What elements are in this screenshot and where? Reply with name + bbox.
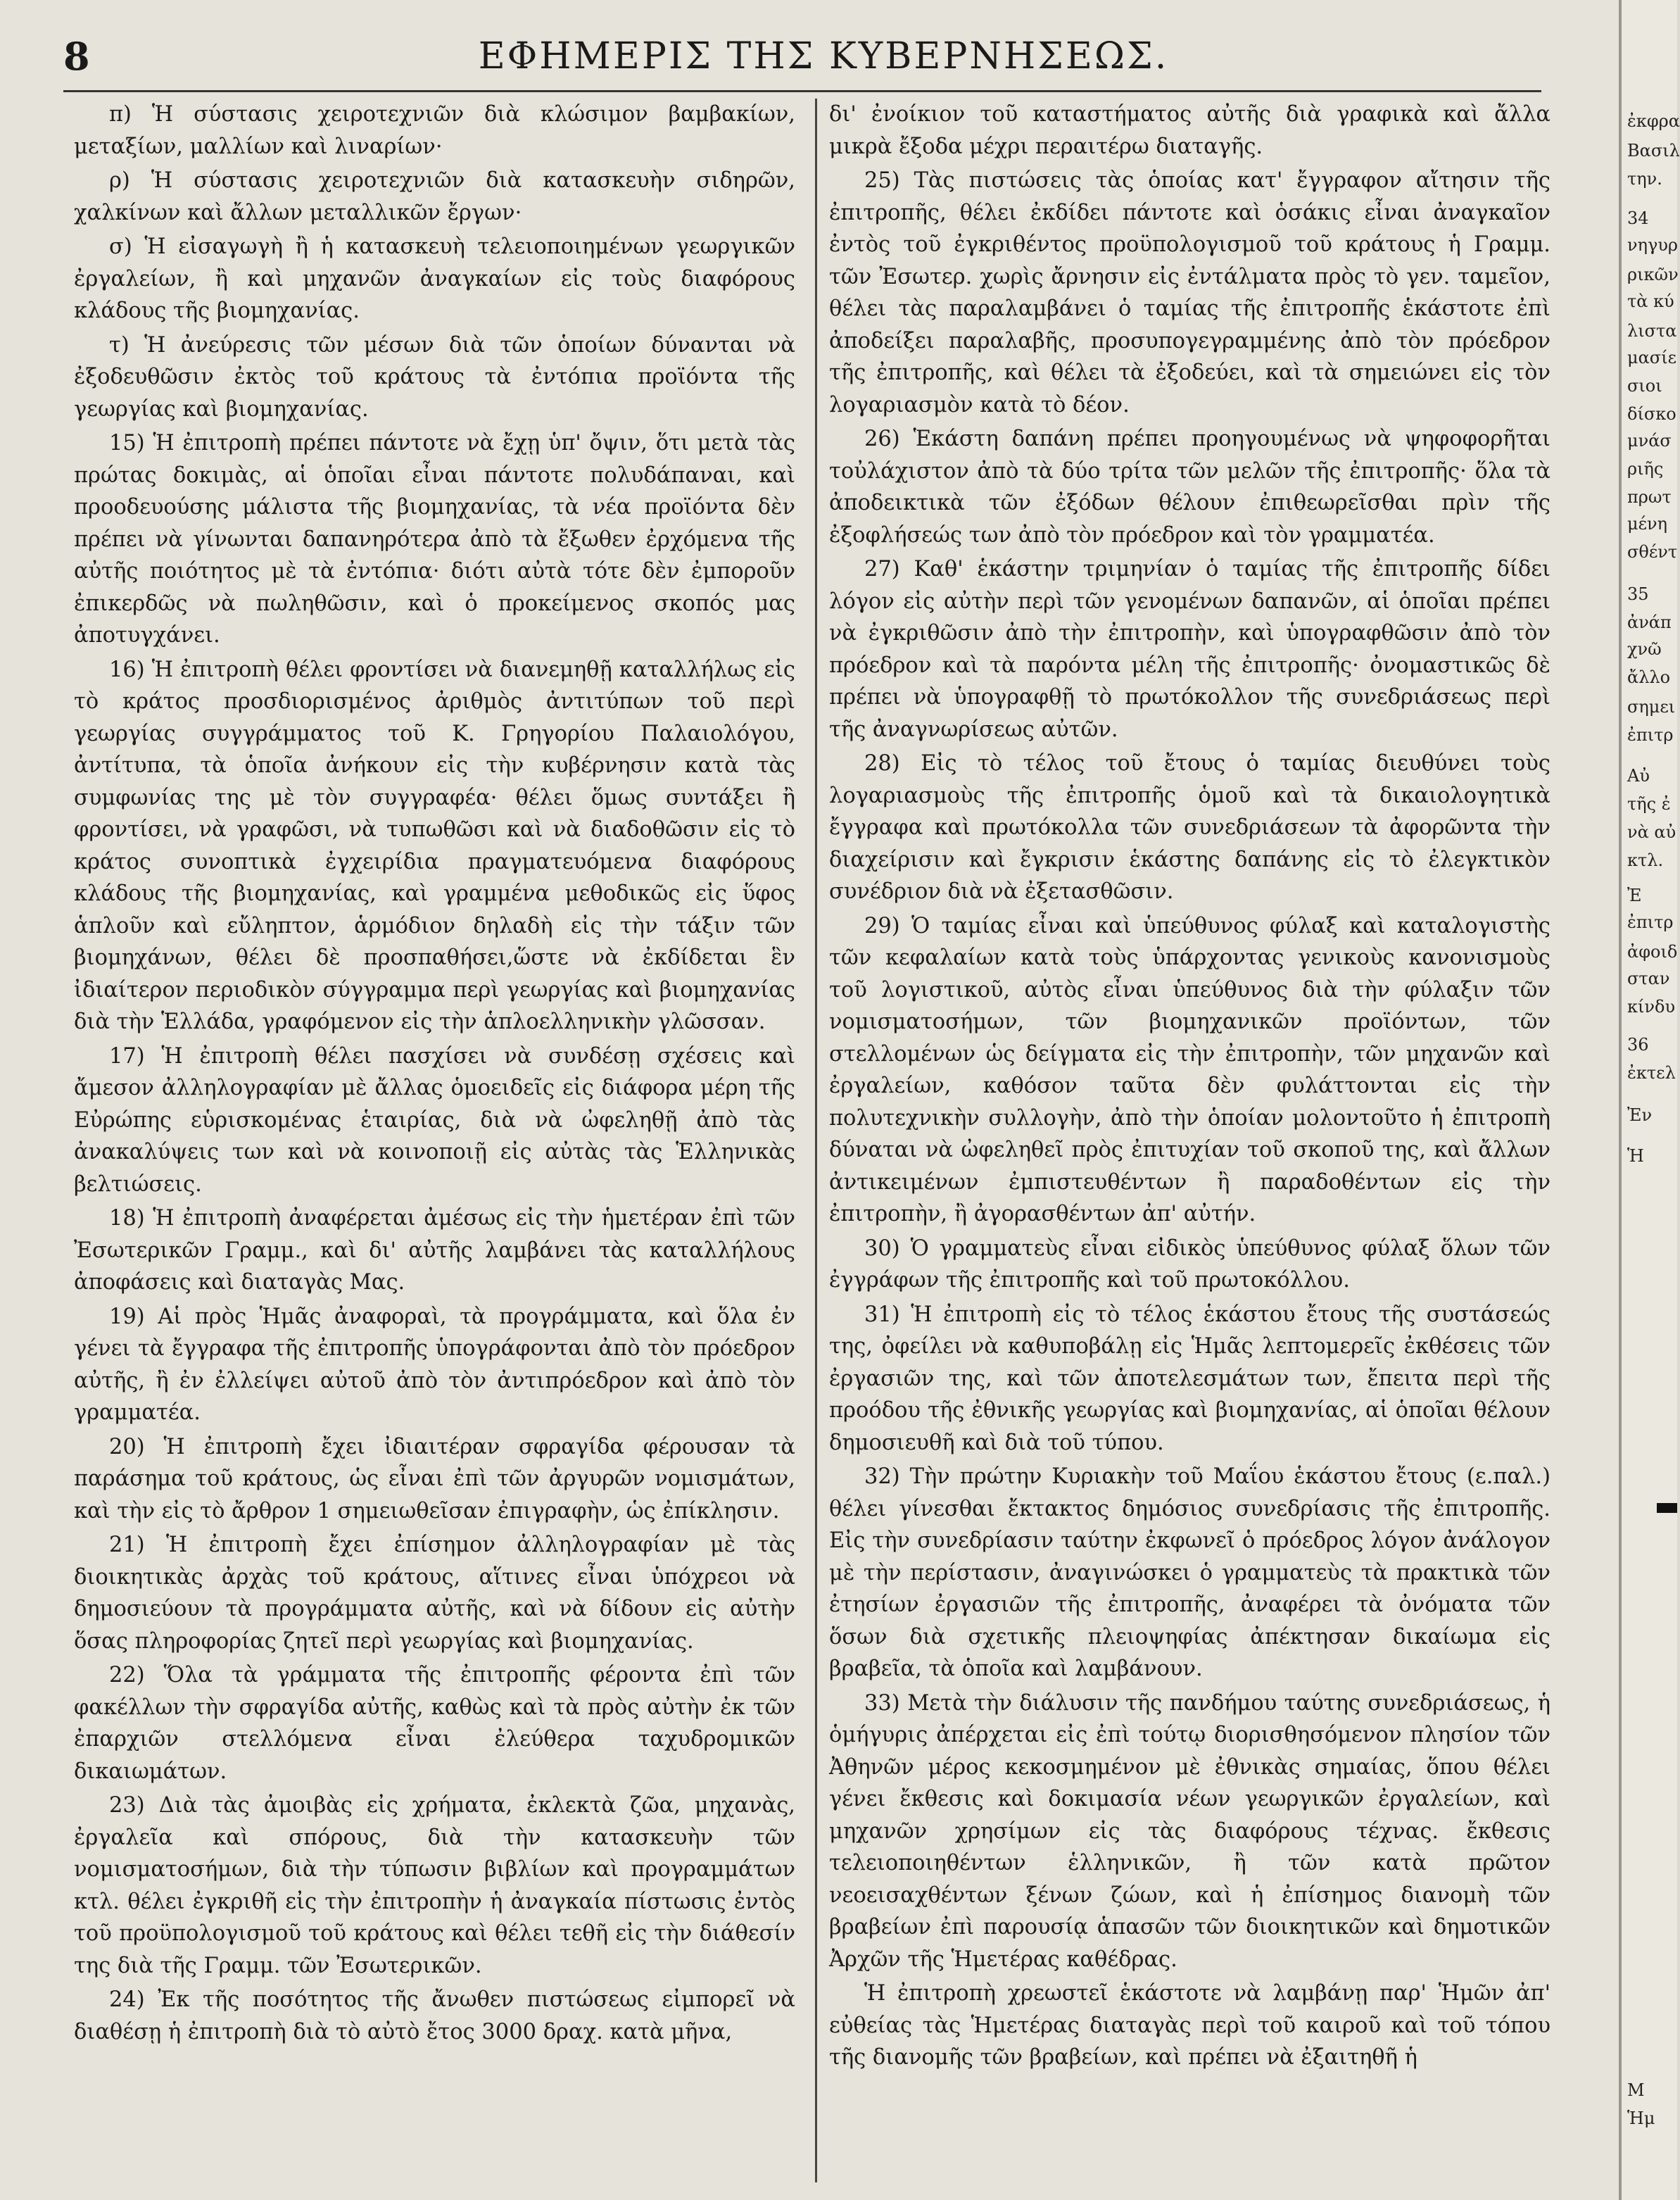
right-column-paragraph: 32) Τὴν πρώτην Κυριακὴν τοῦ Μαΐου ἑκάστου ἔτους (ε.παλ.) θέλει γίνεσθαι ἔκτακτος δημόσιος συνεδρίασις τῆς ἐπιτροπῆς. Εἰς τὴν συνεδρίασιν ταύτην ἐκφωνεῖ ὁ πρόεδρος λόγον ἀνάλογον μὲ τὴν περίστασιν, ἀναγινώσκει ὁ γραμματεὺς τὰ πρακτικὰ τῶν ἐτησίων ἐργασιῶν τῆς ἐπιτροπῆς, ἀναφέρει τὰ ὀνόματα τῶν ὅσων διὰ σχετικῆς πλειοψηφίας ἀπέκτησαν δικαίωμα εἰς βραβεῖα, τὰ ὁποῖα καὶ λαμβάνουν. [829, 1464, 1550, 1681]
right-column-paragraph: 26) Ἑκάστη δαπάνη πρέπει προηγουμένως νὰ ψηφοφορῆται τοὐλάχιστον ἀπὸ τὰ δύο τρίτα τῶν μελῶν τῆς ἐπιτροπῆς· ὅλα τὰ ἀποδεικτικὰ τῶν ἐξόδων θέλουν ἐπιθεωρεῖσθαι πρὶν τῆς ἐξοφλήσεώς των ἀπὸ τὸν πρόεδρον καὶ τὸν γραμματέα. [829, 427, 1550, 548]
left-column-paragraph: τ) Ἡ ἀνεύρεσις τῶν μέσων διὰ τῶν ὁποίων δύνανται νὰ ἐξοδευθῶσιν ἐκτὸς τοῦ κράτους τὰ ἐντόπια προϊόντα τῆς γεωργίας καὶ βιομηχανίας. [74, 332, 795, 422]
left-column-paragraph: 16) Ἡ ἐπιτροπὴ θέλει φροντίσει νὰ διανεμηθῇ καταλλήλως εἰς τὸ κράτος προσδιορισμένος ἀριθμὸς ἀντιτύπων τοῦ περὶ γεωργίας συγγράμματος τοῦ Κ. Γρηγορίου Παλαιολόγου, ἀντίτυπα, τὰ ὁποῖα ἀνήκουν εἰς τὴν κυβέρνησιν κατὰ τὰς συμφωνίας της μὲ τὸν συγγραφέα· θέλει ὅμως συντάξει ἢ φροντίσει, νὰ γραφῶσι, νὰ τυπωθῶσι καὶ νὰ διαδοθῶσιν εἰς τὸ κράτος συνοπτικὰ ἐγχειρίδια πραγματευόμενα διαφόρους κλάδους τῆς βιομηχανίας, καὶ γραμμένα μεθοδικῶς εἰς ὕφος ἁπλοῦν καὶ εὔληπτον, ἁρμόδιον δηλαδὴ εἰς τὴν τάξιν τῶν βιομηχάνων, θέλει δὲ προσπαθήσει,ὥστε νὰ ἐκδίδεται ἓν ἰδιαίτερον περιοδικὸν σύγγραμμα περὶ γεωργίας καὶ βιομηχανίας διὰ τὴν Ἑλλάδα, γραφόμενον εἰς τὴν ἁπλοελληνικὴν γλῶσσαν. [74, 657, 795, 1034]
right-column-paragraph: 33) Μετὰ τὴν διάλυσιν τῆς πανδήμου ταύτης συνεδριάσεως, ἡ ὁμήγυρις ἀπέρχεται εἰς ἐπὶ τούτῳ διορισθησόμενον πλησίον τῶν Ἀθηνῶν μέρος κεκοσμημένον μὲ ἐθνικὰς σημαίας, ὅπου θέλει γένει ἔκθεσις καὶ δοκιμασία νέων γεωργικῶν ἐργαλείων, καὶ μηχανῶν χρησίμων εἰς τὰς διαφόρους τέχνας. ἔκθεσις τελειοποιηθέντων ἑλληνικῶν, ἢ τῶν κατὰ πρῶτον νεοεισαχθέντων ξένων ζώων, καὶ ἡ ἐπίσημος διανομὴ τῶν βραβείων ἐπὶ παρουσίᾳ ἁπασῶν τῶν διοικητικῶν καὶ δημοτικῶν Ἀρχῶν τῆς Ἡμετέρας καθέδρας. [829, 1690, 1550, 1972]
adjacent-page-fragment: ἄλλο [1627, 667, 1671, 687]
adjacent-page-fragment: 36 [1627, 1035, 1649, 1055]
page-number: 8 [63, 34, 90, 79]
adjacent-page-fragment: ἐκτελ [1627, 1063, 1676, 1083]
header-rule [63, 90, 1541, 92]
left-column-paragraph: 17) Ἡ ἐπιτροπὴ θέλει πασχίσει νὰ συνδέσῃ σχέσεις καὶ ἄμεσον ἀλληλογραφίαν μὲ ἄλλας ὁμοειδεῖς εἰς διάφορα μέρη τῆς Εὐρώπης εὑρισκομένας ἑταιρίας, διὰ νὰ ὠφεληθῇ ἀπὸ τὰς ἀνακαλύψεις των καὶ νὰ κοινοποιῇ εἰς αὐτὰς τὰς Ἑλληνικὰς βελτιώσεις. [74, 1043, 795, 1197]
page-header [63, 28, 1584, 84]
adjacent-page-fragment: Ἐν [1627, 1105, 1653, 1125]
adjacent-page-fragment: Ἡ [1627, 1146, 1644, 1166]
adjacent-page-fragment: Ἡμ [1627, 2108, 1655, 2128]
right-column-paragraph: 28) Εἰς τὸ τέλος τοῦ ἔτους ὁ ταμίας διευθύνει τοὺς λογαριασμοὺς τῆς ἐπιτροπῆς ὁμοῦ καὶ τὰ δικαιολογητικὰ ἔγγραφα καὶ πρωτόκολλα τῶν συνεδριάσεων τὰ ἀφορῶντα τὴν διαχείρισιν καὶ ἔγκρισιν ἑκάστης δαπάνης εἰς τὸ ἐλεγκτικὸν συνέδριον διὰ νὰ ἐξετασθῶσιν. [829, 751, 1550, 904]
adjacent-page-fragment: κτλ. [1627, 850, 1664, 870]
adjacent-page-fragment: σιοι [1627, 376, 1662, 396]
left-column-paragraph: σ) Ἡ εἰσαγωγὴ ἢ ἡ κατασκευὴ τελειοποιημένων γεωργικῶν ἐργαλείων, ἢ καὶ μηχανῶν ἀναγκαίων εἰς τοὺς διαφόρους κλάδους τῆς βιομηχανίας. [74, 234, 795, 323]
adjacent-page-fragment: δίσκο [1627, 404, 1676, 424]
adjacent-page-fragment: λιστα [1627, 321, 1677, 341]
adjacent-page-fragment: ἀφοιδ [1627, 942, 1678, 962]
adjacent-page-fragment: πρωτ [1627, 487, 1672, 507]
left-column-paragraph: 18) Ἡ ἐπιτροπὴ ἀναφέρεται ἀμέσως εἰς τὴν ἡμετέραν ἐπὶ τῶν Ἐσωτερικῶν Γραμμ., καὶ δι' αὐτῆς λαμβάνει τὰς καταλλήλους ἀποφάσεις καὶ διαταγὰς Μας. [74, 1206, 795, 1295]
adjacent-page-fragment: Βασιλ [1627, 141, 1680, 161]
adjacent-page-edge [1619, 0, 1680, 2200]
left-column-paragraph: 15) Ἡ ἐπιτροπὴ πρέπει πάντοτε νὰ ἔχῃ ὑπ' ὄψιν, ὅτι μετὰ τὰς πρώτας δοκιμὰς, αἱ ὁποῖαι εἶναι πάντοτε πολυδάπαναι, καὶ προοδευούσης μάλιστα τῆς βιομηχανίας, τὰ νέα προϊόντα δὲν πρέπει νὰ γίνωνται δαπανηρότερα ἀπὸ τὰ ἔξωθεν ἐρχόμενα τῆς αὐτῆς ποιότητος μὲ τὰ ἐντόπια· διότι αὐτὰ τότε δὲν ἐμποροῦν ἐπικερδῶς νὰ πωληθῶσιν, καὶ ὁ προκείμενος σκοπός μας ἀποτυγχάνει. [74, 431, 795, 648]
adjacent-page-fragment: Ἐ [1627, 886, 1642, 905]
left-column-paragraph: 22) Ὅλα τὰ γράμματα τῆς ἐπιτροπῆς φέροντα ἐπὶ τῶν φακέλλων τὴν σφραγίδα αὐτῆς, καθὼς καὶ τὰ πρὸς αὐτὴν ἐκ τῶν ἐπαρχιῶν στελλόμενα εἶναι ἐλεύθερα ταχυδρομικῶν δικαιωμάτων. [74, 1663, 795, 1784]
adjacent-page-fragment: μένη [1627, 514, 1667, 534]
right-column-paragraph: Ἡ ἐπιτροπὴ χρεωστεῖ ἑκάστοτε νὰ λαμβάνῃ παρ' Ἡμῶν ἀπ' εὐθείας τὰς Ἡμετέρας διαταγὰς περὶ τοῦ καιροῦ καὶ τοῦ τόπου τῆς διανομῆς τῶν βραβείων, καὶ πρέπει νὰ ἐξαιτηθῆ ἡ [829, 1981, 1550, 2070]
right-column-paragraph: 29) Ὁ ταμίας εἶναι καὶ ὑπεύθυνος φύλαξ καὶ καταλογιστὴς τῶν κεφαλαίων κατὰ τοὺς ὑπάρχοντας γενικοὺς κανονισμοὺς τοῦ λογιστικοῦ, αὐτὸς εἶναι ὑπεύθυνος διὰ τὴν φύλαξιν τῶν νομισματοσήμων, τῶν βιομηχανικῶν προϊόντων, τῶν στελλομένων ὡς δείγματα εἰς τὴν ἐπιτροπὴν, τῶν μηχανῶν καὶ ἐργαλείων, καθόσον ταῦτα δὲν φυλάττονται εἰς τὴν πολυτεχνικὴν συλλογὴν, ἀπὸ τὴν ὁποίαν μολοντοῦτο ἡ ἐπιτροπὴ δύναται νὰ ὠφεληθεῖ πρὸς ἐπιτυχίαν τοῦ σκοποῦ της, καὶ ἄλλων ἀντικειμένων ἐμπιστευθέντων ἢ παραδοθέντων εἰς τὴν ἐπιτροπὴν, ἢ ἀγορασθέντων ἀπ' αὐτήν. [829, 913, 1550, 1226]
adjacent-page-fragment: ἐκφρα [1627, 111, 1680, 131]
adjacent-page-fragment: σθέντ [1627, 542, 1678, 562]
column-divider [815, 99, 817, 2182]
adjacent-page-fragment: ἀνάπ [1627, 612, 1672, 632]
adjacent-page-fragment: ἐπιτρ [1627, 912, 1674, 932]
right-column-paragraph: 27) Καθ' ἑκάστην τριμηνίαν ὁ ταμίας τῆς ἐπιτροπῆς δίδει λόγον εἰς αὐτὴν περὶ τῶν γενομένων δαπανῶν, αἱ ὁποῖαι πρέπει νὰ ἐγκριθῶσιν ἀπὸ τὴν ἐπιτροπὴν, καὶ ὑπογραφθῶσιν ἀπὸ τὸν πρόεδρον καὶ τὰ παρόντα μέλη τῆς ἐπιτροπῆς· ὀνομαστικῶς δὲ πρέπει νὰ ὑπογραφθῇ τὸ πρωτόκολλον τῆς συνεδριάσεως περὶ τῆς ἀναγνωρίσεως αὐτῶν. [829, 557, 1550, 742]
adjacent-page-fragment: ριῆς [1627, 459, 1664, 479]
left-column-paragraph: 21) Ἡ ἐπιτροπὴ ἔχει ἐπίσημον ἀλληλογραφίαν μὲ τὰς διοικητικὰς ἀρχὰς τοῦ κράτους, αἵτινες εἶναι ὑπόχρεοι νὰ δημοσιεύουν τὰ προγράμματα αὐτῆς, καὶ νὰ δίδουν εἰς αὐτὴν ὅσας πληροφορίας ζητεῖ περὶ γεωργίας καὶ βιομηχανίας. [74, 1533, 795, 1654]
adjacent-page-fragment: νὰ αὐ [1627, 822, 1676, 842]
adjacent-page-fragment: ρικῶν [1627, 265, 1679, 284]
adjacent-page-fragment: μνάσ [1627, 431, 1672, 451]
adjacent-page-fragment: χνῶ [1627, 639, 1662, 659]
right-column-paragraph: 25) Τὰς πιστώσεις τὰς ὁποίας κατ' ἔγγραφον αἴτησιν τῆς ἐπιτροπῆς, θέλει ἐκδίδει πάντοτε καὶ ὁσάκις εἶναι ἀναγκαῖον ἐντὸς τοῦ ἐγκριθέντος προϋπολογισμοῦ τοῦ κράτους ἡ Γραμμ. τῶν Ἐσωτερ. χωρὶς ἄρνησιν εἰς ἐντάλματα πρὸς τὸ γεν. ταμεῖον, θέλει τὰς παραλαμβάνει ὁ ταμίας τῆς ἐπιτροπῆς ἑκάστοτε ἐπὶ ἀποδείξει παραλαβῆς, προσυπογεγραμμένης ἀπὸ τὸν πρόεδρον τῆς ἐπιτροπῆς, καὶ θέλει τὰ ἐξοδεύει, καὶ τὰ σημειώνει εἰς τὸν λογαριασμὸν κατὰ τὸ δέον. [829, 168, 1550, 417]
adjacent-page-fragment: 34 [1627, 208, 1649, 228]
running-title: ΕΦΗΜΕΡΙΣ ΤΗΣ ΚΥΒΕΡΝΗΣΕΩΣ. [478, 35, 1169, 77]
adjacent-page-fragment: Μ [1627, 2080, 1645, 2100]
adjacent-page-fragment: 35 [1627, 584, 1649, 604]
left-column-paragraph: 23) Διὰ τὰς ἀμοιβὰς εἰς χρήματα, ἐκλεκτὰ ζῶα, μηχανὰς, ἐργαλεῖα καὶ σπόρους, διὰ τὴν κατασκευὴν τῶν νομισματοσήμων, διὰ τὴν τύπωσιν βιβλίων καὶ προγραμμάτων κτλ. θέλει ἐγκριθῆ εἰς τὴν ἐπιτροπὴν ἡ ἀναγκαία πίστωσις ἐντὸς τοῦ προϋπολογισμοῦ τοῦ κράτους καὶ θέλει τεθῆ εἰς τὴν διάθεσίν της διὰ τῆς Γραμμ. τῶν Ἐσωτερικῶν. [74, 1793, 795, 1978]
left-column-paragraph: ρ) Ἡ σύστασις χειροτεχνιῶν διὰ κατασκευὴν σιδηρῶν, χαλκίνων καὶ ἄλλων μεταλλικῶν ἔργων· [74, 168, 795, 225]
edge-ink-mark [1657, 1503, 1677, 1513]
left-column-paragraph: 24) Ἐκ τῆς ποσότητος τῆς ἄνωθεν πιστώσεως εἰμπορεῖ νὰ διαθέσῃ ἡ ἐπιτροπὴ διὰ τὸ αὐτὸ ἔτος 3000 δραχ. κατὰ μῆνα, [74, 1987, 795, 2044]
adjacent-page-fragment: την. [1627, 169, 1662, 189]
adjacent-page-fragment: ἐπιτρ [1627, 725, 1674, 745]
adjacent-page-fragment: τῆς ἐ [1627, 794, 1671, 814]
adjacent-page-fragment: νηγυρ [1627, 235, 1679, 255]
right-column-paragraph: δι' ἐνοίκιον τοῦ καταστήματος αὐτῆς διὰ γραφικὰ καὶ ἄλλα μικρὰ ἔξοδα μέχρι περαιτέρω διαταγῆς. [829, 102, 1550, 159]
adjacent-page-fragment: Αὐ [1627, 766, 1650, 786]
left-column-paragraph: 20) Ἡ ἐπιτροπὴ ἔχει ἰδιαιτέραν σφραγίδα φέρουσαν τὰ παράσημα τοῦ κράτους, ὡς εἶναι ἐπὶ τῶν ἀργυρῶν νομισμάτων, καὶ τὴν εἰς τὸ ἄρθρον 1 σημειωθεῖσαν ἐπιγραφὴν, ὡς ἐπίκλησιν. [74, 1434, 795, 1523]
adjacent-page-fragment: κίνδυ [1627, 997, 1676, 1017]
right-column-paragraph: 30) Ὁ γραμματεὺς εἶναι εἰδικὸς ὑπεύθυνος φύλαξ ὅλων τῶν ἐγγράφων τῆς ἐπιτροπῆς καὶ τοῦ πρωτοκόλλου. [829, 1236, 1550, 1293]
adjacent-page-fragment: σταν [1627, 969, 1670, 988]
adjacent-page-fragment: σημει [1627, 697, 1676, 717]
left-column-paragraph: 19) Αἱ πρὸς Ἡμᾶς ἀναφοραὶ, τὰ προγράμματα, καὶ ὅλα ἐν γένει τὰ ἔγγραφα τῆς ἐπιτροπῆς ὑπογράφονται ἀπὸ τὸν πρόεδρον αὐτῆς, ἢ ἐν ἐλλείψει αὐτοῦ ἀπὸ τὸν ἀντιπρόεδρον καὶ ἀπὸ τὸν γραμματέα. [74, 1304, 795, 1425]
left-column-paragraph: π) Ἡ σύστασις χειροτεχνιῶν διὰ κλώσιμον βαμβακίων, μεταξίων, μαλλίων καὶ λιναρίων· [74, 102, 795, 159]
right-column [829, 99, 1550, 2076]
right-column-paragraph: 31) Ἡ ἐπιτροπὴ εἰς τὸ τέλος ἑκάστου ἔτους τῆς συστάσεώς της, ὀφείλει νὰ καθυποβάλῃ εἰς Ἡμᾶς λεπτομερεῖς ἐκθέσεις τῶν ἐργασιῶν της, καὶ τῶν ἀποτελεσμάτων των, ἔπειτα περὶ τῆς προόδου τῆς ἐθνικῆς γεωργίας καὶ βιομηχανίας, αἱ ὁποῖαι θέλουν δημοσιευθῆ καὶ διὰ τοῦ τύπου. [829, 1302, 1550, 1455]
adjacent-page-fragment: μασίε [1627, 348, 1677, 367]
left-column [74, 99, 795, 2050]
adjacent-page-fragment: τὰ κύ [1627, 291, 1674, 311]
